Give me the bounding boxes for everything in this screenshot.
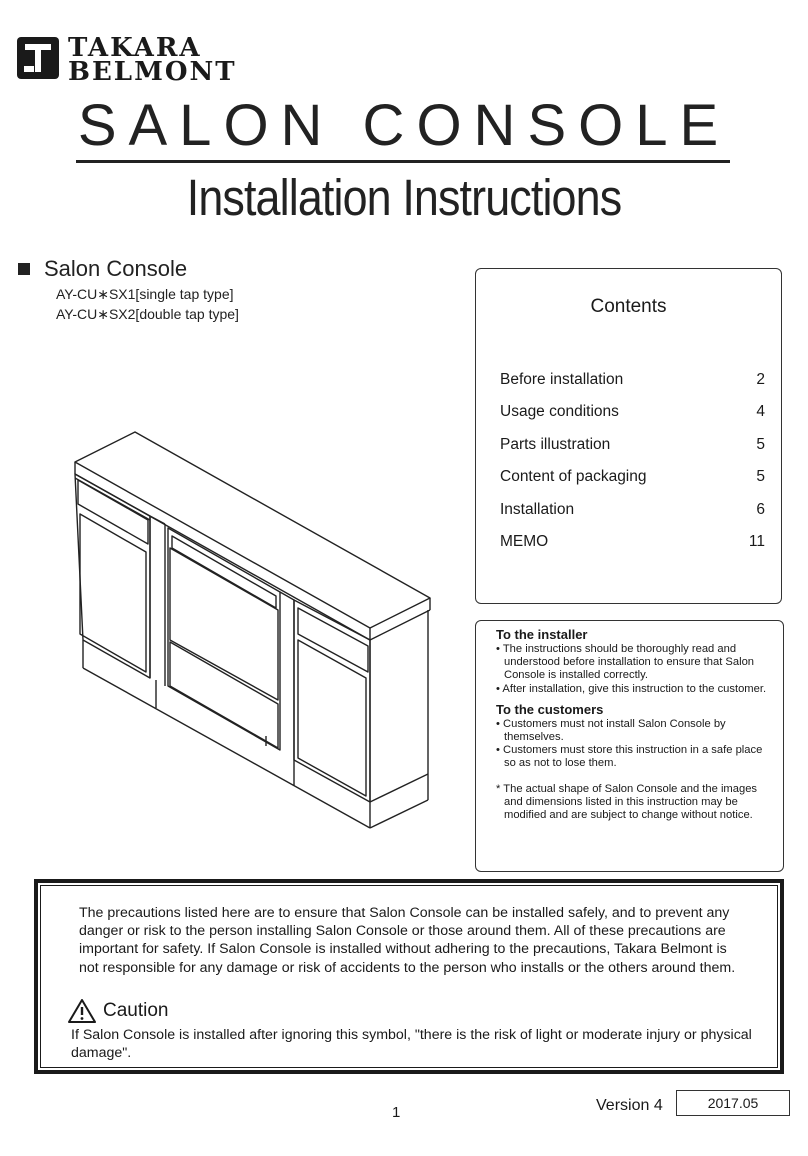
installer-item: • After installation, give this instruction to the customer. — [496, 682, 767, 695]
toc-entry[interactable] — [500, 371, 765, 393]
title-divider — [76, 160, 730, 163]
brand-name-line1: TAKARA — [68, 33, 202, 63]
product-title: SALON CONSOLE — [77, 93, 731, 158]
customers-item: • Customers must store this instruction in a safe place so as not to lose them. — [496, 744, 763, 770]
logo-mark-icon — [16, 36, 60, 80]
salon-console-illustration — [70, 428, 440, 834]
toc-entry[interactable] — [500, 468, 765, 490]
toc-page-number: 5 — [756, 468, 765, 485]
contents-title: Contents — [590, 296, 667, 317]
toc-label: Installation — [500, 501, 575, 518]
release-date: 2017.05 — [676, 1090, 790, 1116]
customers-item: • Customers must not install Salon Console by themselves. — [496, 717, 726, 744]
customers-heading: To the customers — [496, 701, 604, 717]
bullet-square-icon — [18, 263, 30, 275]
installer-notes-panel — [475, 620, 784, 872]
toc-label: MEMO — [500, 533, 549, 550]
model-line: AY-CU∗SX2[double tap type] — [56, 306, 239, 322]
toc-label: Content of packaging — [500, 468, 647, 485]
toc-entry[interactable] — [500, 403, 765, 425]
contents-panel — [475, 268, 782, 604]
toc-page-number: 5 — [756, 436, 765, 453]
toc-entry[interactable] — [500, 533, 765, 555]
toc-entry[interactable] — [500, 501, 765, 523]
warning-triangle-icon — [67, 998, 97, 1024]
brand-logo — [16, 33, 316, 87]
toc-page-number: 11 — [748, 533, 765, 550]
toc-label: Parts illustration — [500, 436, 611, 453]
toc-entry[interactable] — [500, 436, 765, 458]
toc-page-number: 2 — [756, 371, 765, 388]
toc-label: Before installation — [500, 371, 624, 388]
model-line: AY-CU∗SX1[single tap type] — [56, 286, 234, 302]
precautions-box — [34, 879, 784, 1074]
brand-name-line2: BELMONT — [68, 57, 237, 87]
installer-item: • The instructions should be thoroughly read and understood before installation to ensure that Salon Console is installed correctly. — [496, 643, 755, 682]
document-title: Installation Instructions — [186, 169, 622, 226]
caution-title: Caution — [103, 1000, 169, 1021]
precautions-text: The precautions listed here are to ensure that Salon Console can be installed safely, and to prevent any danger or risk to the person installing Salon Console or those around them. All of these precautions are important for safety. If Salon Console is installed without adhering to the precautions, Takara Belmont is not responsible for any damage or risk of accidents to the person who installs or the others around them. — [79, 905, 736, 976]
page-number: 1 — [392, 1104, 401, 1121]
toc-label: Usage conditions — [500, 403, 619, 420]
toc-page-number: 4 — [756, 403, 765, 420]
toc-page-number: 6 — [756, 501, 765, 518]
change-notice: * The actual shape of Salon Console and the images and dimensions listed in this instruction may be modified and are subject to change without notice. — [496, 782, 758, 822]
version-label: Version 4 — [596, 1097, 663, 1114]
precautions-inner-frame — [40, 885, 778, 1068]
installer-heading: To the installer — [496, 627, 588, 642]
caution-text: If Salon Console is installed after ignoring this symbol, "there is the risk of light or moderate injury or physical damage". — [71, 1027, 752, 1061]
section-heading: Salon Console — [44, 256, 188, 281]
